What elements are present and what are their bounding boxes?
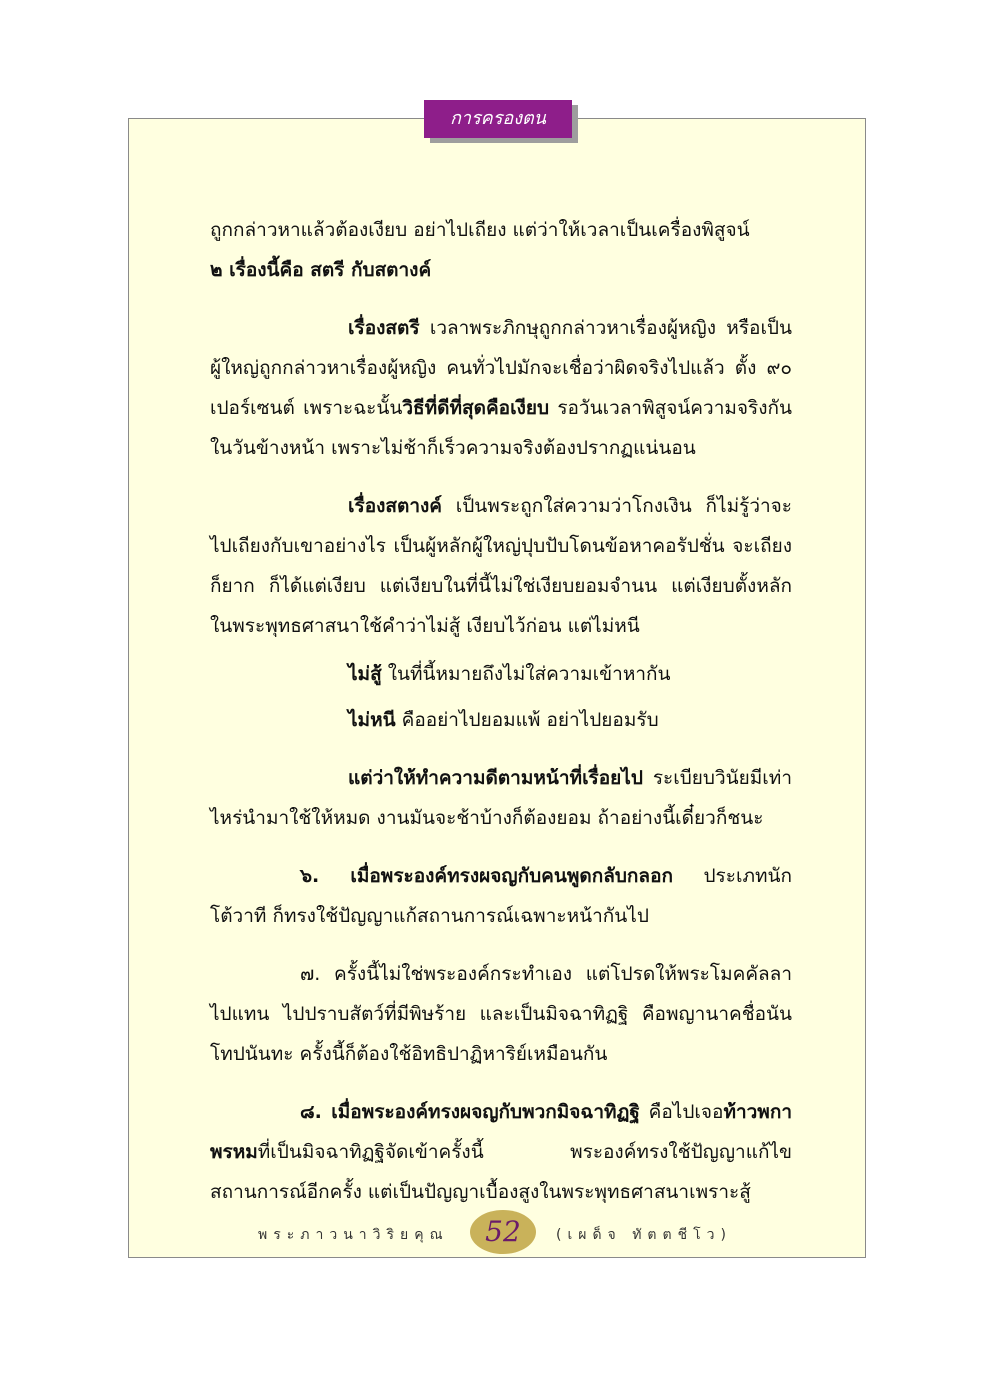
paragraph-do-good: แต่ว่าให้ทำความดีตามหน้าที่เรื่อยไป ระเบียบวินัยมีเท่าไหร่นำมาใช้ให้หมด งานมันจะช้าบ้างก็ต้องยอม ถ้าอย่างนี้เดี๋ยวก็ชนะ bbox=[210, 767, 792, 829]
paragraph-women: เรื่องสตรี เวลาพระภิกษุถูกกล่าวหาเรื่องผู้หญิง หรือเป็นผู้ใหญ่ถูกกล่าวหาเรื่องผู้หญิง คนทั่วไปมักจะเชื่อว่าผิดจริงไปแล้ว ตั้ง ๙๐ เปอร์เซนต์ เพราะฉะนั้นวิธีที่ดีที่สุดคือเงียบ รอวันเวลาพิสูจน์ความจริงกันในวันข้างหน้า เพราะไม่ช้าก็เร็วความจริงต้องปรากฏแน่นอน bbox=[210, 317, 792, 459]
intro-heading: ๒ เรื่องนี้คือ สตรี กับสตางค์ bbox=[210, 259, 432, 281]
brahma-name: ท้าวพกาพรหม bbox=[210, 1101, 792, 1163]
page-content bbox=[210, 210, 792, 1212]
paragraph-item-6: ๖. เมื่อพระองค์ทรงผจญกับคนพูดกลับกลอก ประเภทนักโต้วาที ก็ทรงใช้ปัญญาแก้สถานการณ์เฉพาะหน้ากันไป bbox=[210, 865, 792, 927]
footer-author: พระภาวนาวิริยคุณ bbox=[258, 1227, 449, 1243]
intro-line: ถูกกล่าวหาแล้วต้องเงียบ อย่าไปเถียง แต่ว่าให้เวลาเป็นเครื่องพิสูจน์ bbox=[210, 219, 750, 241]
item-8-heading: ๘. เมื่อพระองค์ทรงผจญกับพวกมิจฉาทิฏฐิ bbox=[300, 1101, 640, 1123]
money-heading: เรื่องสตางค์ bbox=[348, 495, 442, 517]
item-6-heading: ๖. เมื่อพระองค์ทรงผจญกับคนพูดกลับกลอก bbox=[300, 865, 673, 887]
paragraph-no-fight: ไม่สู้ ในที่นี้หมายถึงไม่ใส่ความเข้าหากัน bbox=[348, 663, 671, 685]
paragraph-item-8: ๘. เมื่อพระองค์ทรงผจญกับพวกมิจฉาทิฏฐิ คือไปเจอท้าวพกาพรหมที่เป็นมิจฉาทิฏฐิจัดเข้าครั้งนี้ พระองค์ทรงใช้ปัญญาแก้ไขสถานการณ์อีกครั้ง แต่เป็นปัญญาเบื้องสูงในพระพุทธศาสนาเพราะสู้ bbox=[210, 1101, 792, 1203]
footer-author-name: (เผด็จ ทัตตชีโว) bbox=[556, 1227, 732, 1243]
page-footer bbox=[0, 1210, 1000, 1260]
paragraph-no-flee: ไม่หนี คืออย่าไปยอมแพ้ อย่าไปยอมรับ bbox=[348, 709, 659, 731]
paragraph-item-7: ๗. ครั้งนี้ไม่ใช่พระองค์กระทำเอง แต่โปรดให้พระโมคคัลลาไปแทน ไปปราบสัตว์ที่มีพิษร้าย และเป็นมิจฉาทิฏฐิ คือพญานาคชื่อนันโทปนันทะ ครั้งนี้ก็ต้องใช้อิทธิปาฏิหาริย์เหมือนกัน bbox=[210, 963, 792, 1065]
no-fight-heading: ไม่สู้ bbox=[348, 663, 382, 685]
best-way-emphasis: วิธีที่ดีที่สุดคือเงียบ bbox=[402, 397, 550, 419]
no-flee-heading: ไม่หนี bbox=[348, 709, 396, 731]
do-good-heading: แต่ว่าให้ทำความดีตามหน้าที่เรื่อยไป bbox=[348, 767, 643, 789]
paragraph-money: เรื่องสตางค์ เป็นพระถูกใส่ความว่าโกงเงิน ก็ไม่รู้ว่าจะไปเถียงกับเขาอย่างไร เป็นผู้หลักผู้ใหญ่ปุบปับโดนข้อหาคอรัปชั่น จะเถียงก็ยาก ก็ได้แต่เงียบ แต่เงียบในที่นี้ไม่ใช่เงียบยอมจำนน แต่เงียบตั้งหลัก ในพระพุทธศาสนาใช้คำว่าไม่สู้ เงียบไว้ก่อน แต่ไม่หนี bbox=[210, 495, 792, 637]
page-number-badge: 52 bbox=[470, 1210, 536, 1254]
women-heading: เรื่องสตรี bbox=[348, 317, 420, 339]
chapter-title-tab: การครองตน bbox=[424, 100, 572, 138]
paragraph-intro bbox=[210, 210, 792, 290]
